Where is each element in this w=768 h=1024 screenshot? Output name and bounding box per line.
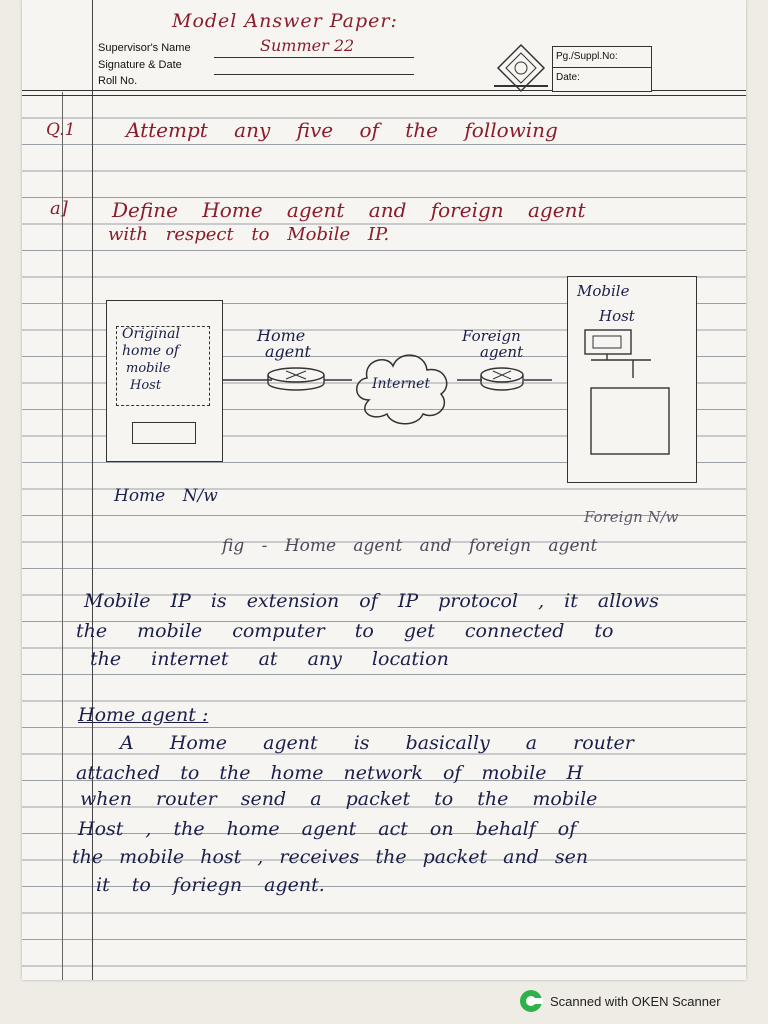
home-agent-line-2: agent [265,342,311,361]
margin-line-inner [62,92,63,980]
original-home-line-2: home of [122,343,180,359]
home-agent-line-e: the mobile host , receives the packet and sen [72,846,589,868]
original-host-device [132,422,196,444]
original-home-line-1: Original [122,326,180,342]
scanner-watermark [518,988,721,1014]
foreign-agent-line-1: Foreign [462,327,521,345]
home-agent-heading: Home agent : [78,704,209,726]
signature-line [214,74,414,75]
answer-sheet [22,0,746,980]
subquestion-line-1: Define Home agent and foreign agent [112,198,586,222]
home-agent-line-b: attached to the home network of mobile H [76,762,584,784]
pg-suppl-label: Pg./Suppl.No: [553,47,651,68]
scanner-text: Scanned with OKEN Scanner [550,993,721,1009]
supervisor-value: Summer 22 [260,36,355,55]
university-seal-icon [492,42,550,94]
mobile-host-computer-icon [577,328,677,458]
definition-line-2: the mobile computer to get connected to [76,620,614,642]
supervisor-line [214,57,414,58]
home-agent-line-1: Home [257,326,306,345]
home-agent-line-d: Host , the home agent act on behalf of [78,818,577,840]
home-agent-line-f: it to foriegn agent. [96,874,325,896]
roll-label: Roll No. [98,75,138,87]
roll-line [214,90,414,91]
definition-line-3: the internet at any location [90,648,449,670]
original-home-line-4: Host [130,378,162,393]
supervisor-label: Supervisor's Name [98,42,191,54]
definition-line-1: Mobile IP is extension of IP protocol , it allows [84,590,659,612]
home-agent-line-a: A Home agent is basically a router [120,732,634,754]
foreign-agent-router-icon [477,366,527,392]
subquestion-label: a] [50,198,68,219]
internet-label: Internet [372,376,431,392]
date-label: Date: [556,72,580,83]
signature-label: Signature & Date [98,59,182,71]
header-rule-bottom [22,95,746,96]
paper-title: Model Answer Paper: [172,10,398,32]
foreign-network-label: Foreign N/w [584,508,679,526]
mobile-host-line-1: Mobile [577,282,630,300]
home-network-label: Home N/w [114,486,218,506]
question-text: Attempt any five of the following [126,118,558,142]
question-number: Q.1 [46,120,76,140]
home-agent-router-icon [264,366,328,392]
subquestion-line-2: with respect to Mobile IP. [108,224,390,245]
foreign-agent-line-2: agent [480,343,524,361]
original-home-line-3: mobile [126,361,171,376]
diagram-caption: fig - Home agent and foreign agent [222,536,598,556]
page-date-box [552,46,652,92]
home-agent-line-c: when router send a packet to the mobile [80,788,598,810]
mobile-host-line-2: Host [599,307,635,325]
scanner-logo-icon [518,988,544,1014]
